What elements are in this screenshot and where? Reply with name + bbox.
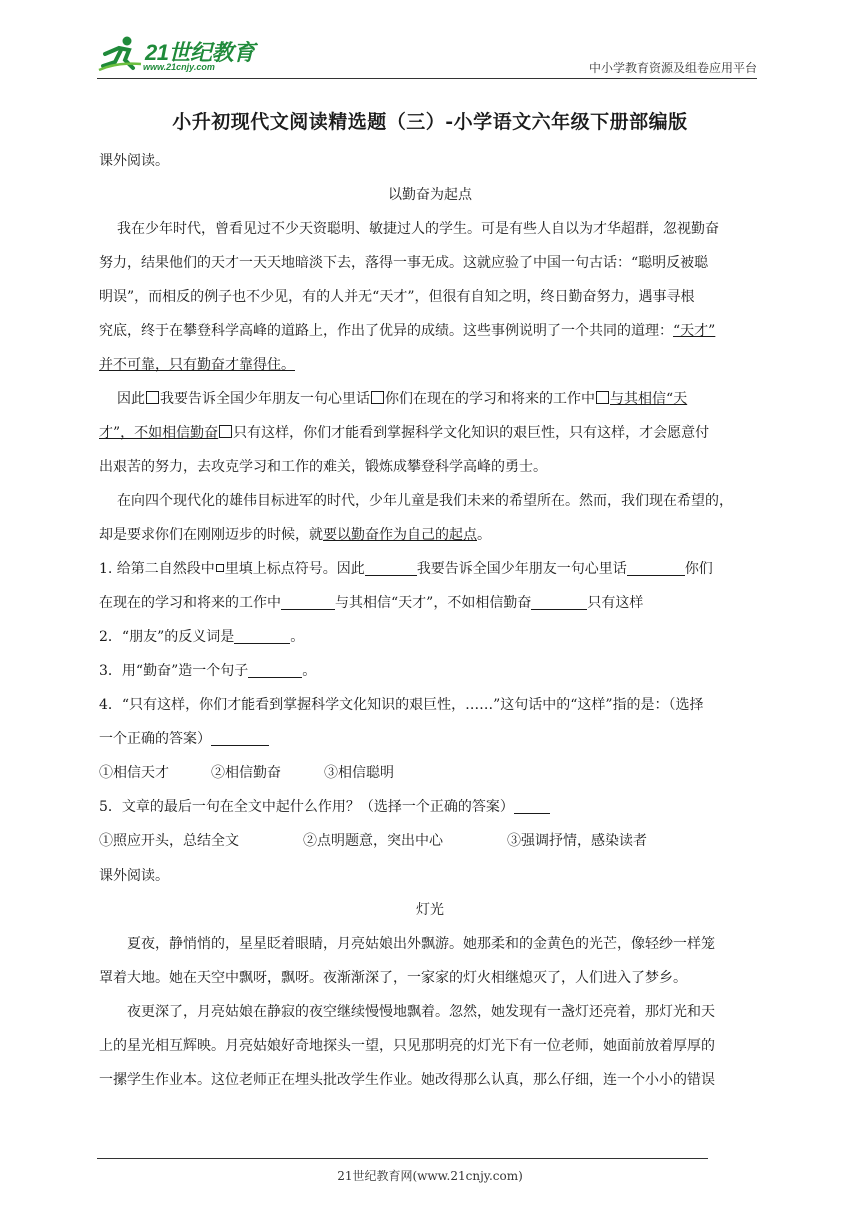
punctuation-box xyxy=(371,391,384,404)
runner-logo-icon xyxy=(97,34,143,74)
question-text: 一个正确的答案） xyxy=(99,731,211,747)
section-intro: 课外阅读。 xyxy=(99,153,169,169)
paragraph-text: 你们在现在的学习和将来的工作中 xyxy=(385,391,595,407)
punctuation-box xyxy=(146,391,159,404)
passage-one xyxy=(99,144,761,858)
question-text: 你们 xyxy=(684,561,713,577)
question-5-options xyxy=(99,824,761,858)
question-text: 3．用“勤奋”造一个句子 xyxy=(99,663,249,679)
option-item[interactable]: ①相信天才 xyxy=(99,765,169,781)
option-item[interactable]: ②点明题意，突出中心 xyxy=(303,833,443,849)
answer-blank[interactable] xyxy=(531,593,587,610)
paragraph-line xyxy=(99,314,761,348)
passage-two xyxy=(99,859,761,1097)
question-4: 4．“只有这样，你们才能看到掌握科学文化知识的艰巨性，……”这句话中的“这样”指的是：（选择 xyxy=(99,697,704,713)
logo-text: 21世纪教育 xyxy=(145,40,255,65)
question-text: 与其相信“天才”，不如相信勤奋 xyxy=(335,595,532,611)
question-text: 在现在的学习和将来的工作中 xyxy=(99,595,281,611)
question-text: 里填上标点符号。因此 xyxy=(224,561,365,577)
paragraph-line: 夏夜，静悄悄的，星星眨着眼睛，月亮姑娘出外飘游。她那柔和的金黄色的光芒，像轻纱一样笼 xyxy=(127,936,715,952)
paragraph-line xyxy=(99,416,761,450)
answer-blank[interactable] xyxy=(281,593,335,610)
punctuation-box xyxy=(596,391,609,404)
passage-heading: 灯光 xyxy=(416,902,444,918)
underlined-text: 并不可靠，只有勤奋才靠得住。 xyxy=(99,357,295,373)
paragraph-text: 因此 xyxy=(117,391,145,407)
option-item[interactable]: ③相信聪明 xyxy=(324,765,394,781)
option-item[interactable]: ②相信勤奋 xyxy=(211,765,281,781)
paragraph-line: 在向四个现代化的雄伟目标进军的时代，少年儿童是我们未来的希望所在。然而，我们现在希望的， xyxy=(117,493,733,509)
answer-blank[interactable] xyxy=(365,559,417,576)
punctuation-box xyxy=(216,564,224,572)
paragraph-line: 出艰苦的努力，去攻克学习和工作的难关，锻炼成攀登科学高峰的勇士。 xyxy=(99,459,547,475)
punctuation-box xyxy=(219,425,232,438)
page-header xyxy=(97,30,757,79)
underlined-text: “天才” xyxy=(673,323,716,339)
logo-url: www.21cnjy.com xyxy=(143,62,215,72)
answer-blank[interactable] xyxy=(627,559,685,576)
paragraph-line: 罩着大地。她在天空中飘呀，飘呀。夜渐渐深了，一家家的灯火相继熄灭了，人们进入了梦乡。 xyxy=(99,970,687,986)
question-text: 1. 给第二自然段中 xyxy=(99,561,215,577)
site-logo[interactable] xyxy=(97,34,297,74)
option-item[interactable]: ①照应开头，总结全文 xyxy=(99,833,239,849)
paragraph-line xyxy=(99,382,761,416)
underlined-text: 与其相信“天 xyxy=(610,391,688,407)
question-1 xyxy=(99,552,761,586)
paragraph-line: 上的星光相互辉映。月亮姑娘好奇地探头一望，只见那明亮的灯光下有一位老师，她面前放着厚厚的 xyxy=(99,1038,715,1054)
question-4-options xyxy=(99,756,761,790)
paragraph-line: 我在少年时代，曾看见过不少天资聪明、敏捷过人的学生。可是有些人自以为才华超群，忽视勤奋 xyxy=(117,221,719,237)
paragraph-text: 究底，终于在攀登科学高峰的道路上，作出了优异的成绩。这些事例说明了一个共同的道理： xyxy=(99,323,673,339)
question-text: 2．“朋友”的反义词是 xyxy=(99,629,235,645)
option-item[interactable]: ③强调抒情，感染读者 xyxy=(507,833,647,849)
paragraph-line xyxy=(99,518,761,552)
answer-blank[interactable] xyxy=(234,627,290,644)
paragraph-text: 。 xyxy=(477,527,491,543)
answer-blank[interactable] xyxy=(248,661,302,678)
answer-blank[interactable] xyxy=(211,729,269,746)
question-3 xyxy=(99,654,761,688)
underlined-text: 要以勤奋作为自己的起点 xyxy=(323,527,477,543)
question-4-cont xyxy=(99,722,761,756)
question-1-cont xyxy=(99,586,761,620)
page-footer: 21世纪教育网(www.21cnjy.com) xyxy=(337,1169,523,1183)
question-2 xyxy=(99,620,761,654)
paragraph-line: 夜更深了，月亮姑娘在静寂的夜空继续慢慢地飘着。忽然，她发现有一盏灯还亮着，那灯光和天 xyxy=(127,1004,715,1020)
footer-divider xyxy=(97,1158,708,1159)
question-text: 只有这样 xyxy=(587,595,644,611)
question-text: 我要告诉全国少年朋友一句心里话 xyxy=(416,561,627,577)
paragraph-line: 明误”，而相反的例子也不少见，有的人并无“天才”，但很有自知之明，终日勤奋努力，遇事寻根 xyxy=(99,289,695,305)
paragraph-text: 却是要求你们在刚刚迈步的时候，就 xyxy=(99,527,323,543)
paragraph-line: 一摞学生作业本。这位老师正在埋头批改学生作业。她改得那么认真，那么仔细，连一个小小的错误 xyxy=(99,1072,715,1088)
question-text: 。 xyxy=(302,663,317,679)
passage-heading: 以勤奋为起点 xyxy=(388,187,472,203)
question-text: 5．文章的最后一句在全文中起什么作用？（选择一个正确的答案） xyxy=(99,799,514,815)
platform-label: 中小学教育资源及组卷应用平台 xyxy=(588,61,757,75)
page-title: 小升初现代文阅读精选题（三）-小学语文六年级下册部编版 xyxy=(172,111,688,133)
underlined-text: 才”，不如相信勤奋 xyxy=(99,425,219,441)
paragraph-line xyxy=(99,348,761,382)
paragraph-text: 我要告诉全国少年朋友一句心里话 xyxy=(160,391,370,407)
question-5 xyxy=(99,790,761,824)
paragraph-text: 只有这样，你们才能看到掌握科学文化知识的艰巨性，只有这样，才会愿意付 xyxy=(233,425,710,441)
question-text: 。 xyxy=(290,629,305,645)
answer-blank[interactable] xyxy=(514,797,550,814)
section-intro: 课外阅读。 xyxy=(99,868,169,884)
paragraph-line: 努力，结果他们的天才一天天地暗淡下去，落得一事无成。这就应验了中国一句古话：“聪明反被聪 xyxy=(99,255,709,271)
